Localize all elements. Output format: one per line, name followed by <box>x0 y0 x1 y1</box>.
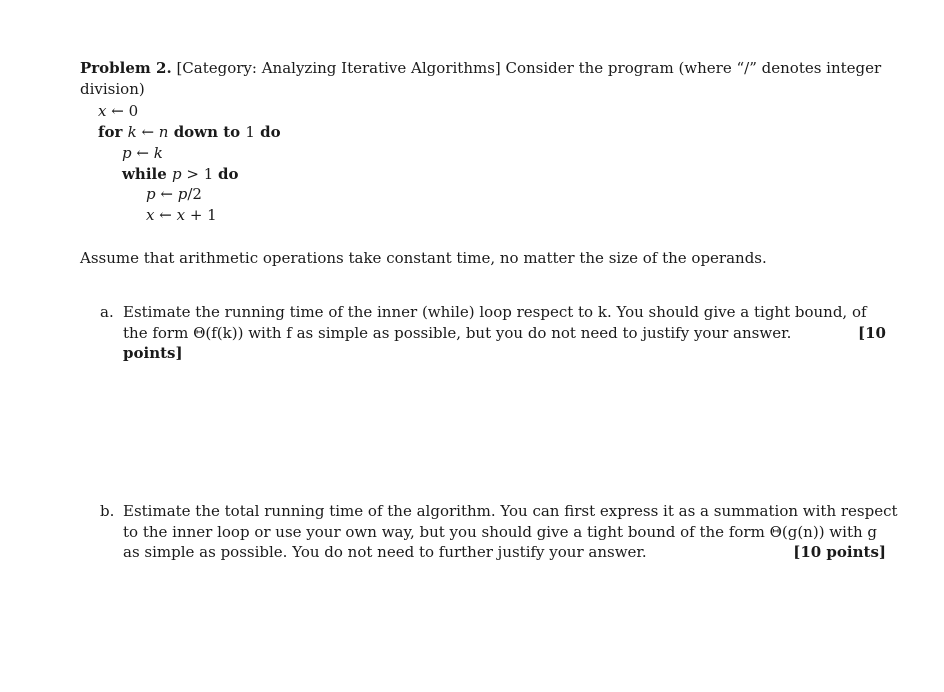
code-line-4 <box>122 164 239 184</box>
part-b-points: [10 points] <box>793 543 886 561</box>
code-line-1 <box>98 101 138 121</box>
part-a-points-open: [10 <box>858 323 886 342</box>
var-x: x <box>98 102 107 120</box>
code-line-6 <box>146 205 217 225</box>
part-b-label: b. <box>100 502 115 520</box>
code-text: ← 0 <box>106 102 139 120</box>
assign-arrow: ← <box>136 123 159 141</box>
problem-intro <box>80 58 886 99</box>
keyword-do: do <box>254 123 281 141</box>
problem-intro-line-2: division) <box>80 79 145 98</box>
part-b-line-3 <box>123 542 886 563</box>
code-number: 1 <box>245 123 255 141</box>
code-text: + 1 <box>185 206 217 224</box>
problem-intro-line-1 <box>80 58 886 79</box>
var-k: k <box>153 144 163 162</box>
code-line-3 <box>122 143 163 163</box>
var-p: p <box>146 185 156 203</box>
keyword-do: do <box>218 165 239 183</box>
part-a <box>100 302 886 372</box>
part-a-line-1: Estimate the running time of the inner (while) loop respect to k. You should give a tight bound, of <box>123 303 867 321</box>
part-a-label: a. <box>100 303 114 321</box>
var-k: k <box>127 123 137 141</box>
problem-intro-text: [Category: Analyzing Iterative Algorithms] Consider the program (where “/” denotes integer <box>176 59 882 77</box>
part-b <box>100 501 898 571</box>
part-a-body <box>123 302 886 364</box>
assumption-text: Assume that arithmetic operations take constant time, no matter the size of the operands. <box>80 249 767 267</box>
part-a-line-2 <box>123 323 886 344</box>
var-p: p <box>177 185 188 203</box>
code-text: /2 <box>187 185 202 203</box>
assign-arrow: ← <box>154 206 177 224</box>
code-line-2 <box>98 122 281 142</box>
var-p: p <box>122 144 132 162</box>
var-x: x <box>176 206 186 224</box>
part-b-line-3-text: as simple as possible. You do not need to further justify your answer. <box>123 543 647 561</box>
part-b-line-2: to the inner loop or use your own way, but you should give a tight bound of the form Θ(g(n)) with g <box>123 522 878 541</box>
part-a-line-2-text: the form Θ(f(k)) with f as simple as possible, but you do not need to justify your answer. <box>123 323 792 342</box>
part-a-points-close: points] <box>123 344 183 362</box>
part-b-body <box>123 501 898 563</box>
keyword-for: for <box>98 123 128 141</box>
keyword-down-to: down to <box>168 123 246 141</box>
var-p: p <box>171 165 182 183</box>
assign-arrow: ← <box>155 185 178 203</box>
part-b-line-1: Estimate the total running time of the algorithm. You can first express it as a summation with respect <box>123 502 898 520</box>
assign-arrow: ← <box>131 144 154 162</box>
var-n: n <box>158 123 169 141</box>
code-text: > 1 <box>181 165 219 183</box>
var-x: x <box>146 206 155 224</box>
keyword-while: while <box>122 165 172 183</box>
code-line-5 <box>146 184 202 204</box>
problem-heading: Problem 2. <box>80 59 172 77</box>
